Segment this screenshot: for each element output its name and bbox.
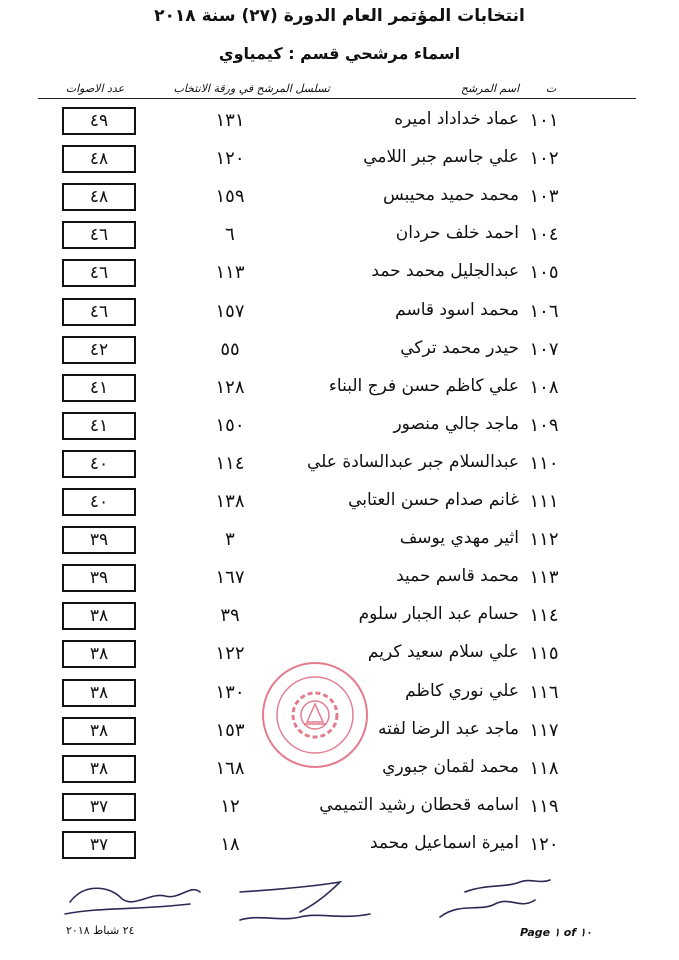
table-row <box>0 828 679 866</box>
candidate-serial: ١١٨ <box>529 757 559 779</box>
header-serial: ت <box>545 82 557 95</box>
candidate-serial: ١١٠ <box>529 452 559 474</box>
candidate-serial: ١٠٥ <box>529 262 559 284</box>
ballot-sequence: ١٨ <box>220 833 240 855</box>
candidate-name: اثير مهدي يوسف <box>399 528 519 549</box>
ballot-sequence: ١٣٠ <box>215 681 245 703</box>
ballot-sequence: ١٢ <box>220 795 240 817</box>
ballot-sequence: ١٥٣ <box>215 719 245 741</box>
candidate-name: ماجد جالي منصور <box>393 413 519 434</box>
candidate-name: علي سلام سعيد كريم <box>367 642 519 663</box>
vote-count: ٣٩ <box>62 526 136 554</box>
table-row <box>0 180 679 218</box>
candidate-serial: ١٠٩ <box>529 414 559 436</box>
candidate-name: ماجد عبد الرضا لفته <box>377 718 519 739</box>
ballot-sequence: ١٢٠ <box>215 148 245 170</box>
vote-count: ٣٨ <box>62 755 136 783</box>
candidate-serial: ١٠١ <box>529 110 559 131</box>
ballot-sequence: ١٥٠ <box>215 414 245 436</box>
vote-count: ٣٨ <box>62 679 136 707</box>
vote-count: ٤٦ <box>62 221 136 249</box>
candidate-name: علي نوري كاظم <box>405 680 519 701</box>
vote-count: ٤٦ <box>62 259 136 287</box>
vote-count: ٤٨ <box>62 145 136 173</box>
ballot-sequence: ١١٤ <box>215 452 245 474</box>
candidate-serial: ١١١ <box>529 491 559 512</box>
candidate-serial: ١٠٧ <box>529 338 559 360</box>
page-number: Page ١ of ١٠ <box>520 926 592 939</box>
vote-count: ٤١ <box>62 374 136 402</box>
table-row <box>0 256 679 294</box>
candidate-serial: ١١٥ <box>529 643 559 665</box>
document-subtitle: اسماء مرشحي قسم : كيمياوي <box>218 44 461 63</box>
ballot-sequence: ١٦٧ <box>215 567 245 589</box>
candidate-name: غانم صدام حسن العتابي <box>348 490 519 510</box>
ballot-sequence: ١٢٢ <box>215 643 245 665</box>
candidate-name: حيدر محمد تركي <box>400 337 519 358</box>
ballot-sequence: ٣ <box>225 529 235 551</box>
table-row <box>0 142 679 180</box>
table-row <box>0 218 679 256</box>
ballot-sequence: ١٣٨ <box>215 491 245 512</box>
ballot-sequence: ١٦٨ <box>215 757 245 779</box>
vote-count: ٣٨ <box>62 717 136 745</box>
vote-count: ٤٦ <box>62 298 136 326</box>
candidate-serial: ١٠٨ <box>529 376 559 398</box>
table-row <box>0 523 679 561</box>
table-row <box>0 371 679 409</box>
candidate-name: محمد قاسم حميد <box>396 566 519 587</box>
ballot-sequence: ٦ <box>225 224 235 246</box>
vote-count: ٣٩ <box>62 564 136 592</box>
table-row <box>0 790 679 828</box>
document-title: انتخابات المؤتمر العام الدورة (٢٧) سنة ٢٠١٨ <box>154 6 525 26</box>
candidate-name: محمد لقمان جبوري <box>382 756 519 777</box>
candidate-name: محمد حميد محيبس <box>382 185 519 206</box>
candidate-name: علي كاظم حسن فرج البناء <box>328 375 519 396</box>
candidate-serial: ١١٤ <box>529 605 559 627</box>
table-row <box>0 599 679 637</box>
candidate-name: اسامه قحطان رشيد التميمي <box>319 794 519 815</box>
candidate-name: احمد خلف حردان <box>395 223 519 244</box>
vote-count: ٣٨ <box>62 640 136 668</box>
candidate-serial: ١١٦ <box>529 681 559 703</box>
candidate-name: عبدالسلام جبر عبدالسادة علي <box>306 451 519 472</box>
header-name: اسم المرشح <box>460 82 520 95</box>
vote-count: ٣٧ <box>62 793 136 821</box>
candidate-serial: ١٢٠ <box>529 833 559 855</box>
table-row <box>0 333 679 371</box>
vote-count: ٣٧ <box>62 831 136 859</box>
ballot-sequence: ١٥٧ <box>215 300 245 322</box>
candidate-serial: ١١٩ <box>529 795 559 817</box>
signature-date: ٢٤ شباط ٢٠١٨ <box>66 924 135 937</box>
vote-count: ٤٢ <box>62 336 136 364</box>
table-row <box>0 409 679 447</box>
ballot-sequence: ٣٩ <box>220 605 240 627</box>
candidate-serial: ١٠٤ <box>529 224 559 246</box>
table-row <box>0 104 679 142</box>
table-row <box>0 561 679 599</box>
vote-count: ٤٨ <box>62 183 136 211</box>
ballot-sequence: ٥٥ <box>220 338 240 360</box>
vote-count: ٤٩ <box>62 107 136 135</box>
candidate-name: عبدالجليل محمد حمد <box>371 261 519 282</box>
candidate-serial: ١٠٣ <box>529 186 559 208</box>
ballot-sequence: ١١٣ <box>215 262 245 284</box>
header-rule <box>38 98 636 99</box>
header-sequence: تسلسل المرشح في ورقة الانتخاب <box>173 82 330 95</box>
candidate-name: علي جاسم جبر اللامي <box>363 147 519 168</box>
candidate-serial: ١٠٢ <box>529 148 559 170</box>
candidate-serial: ١١٧ <box>529 719 559 741</box>
ballot-sequence: ١٢٨ <box>215 376 245 398</box>
candidate-serial: ١٠٦ <box>529 300 559 322</box>
candidate-serial: ١١٢ <box>529 529 559 551</box>
candidate-name: اميرة اسماعيل محمد <box>369 832 519 853</box>
vote-count: ٤٠ <box>62 450 136 478</box>
ballot-sequence: ١٥٩ <box>215 186 245 208</box>
table-row <box>0 447 679 485</box>
candidate-serial: ١١٣ <box>529 567 559 589</box>
vote-count: ٤١ <box>62 412 136 440</box>
table-row <box>0 485 679 523</box>
header-votes: عدد الاصوات <box>65 82 125 95</box>
table-row <box>0 295 679 333</box>
vote-count: ٤٠ <box>62 488 136 516</box>
candidate-name: حسام عبد الجبار سلوم <box>358 604 519 625</box>
candidate-name: عماد خداداد اميره <box>394 109 519 129</box>
candidate-name: محمد اسود قاسم <box>395 299 519 320</box>
ballot-sequence: ١٣١ <box>215 110 245 131</box>
union-seal-icon <box>260 660 370 770</box>
vote-count: ٣٨ <box>62 602 136 630</box>
